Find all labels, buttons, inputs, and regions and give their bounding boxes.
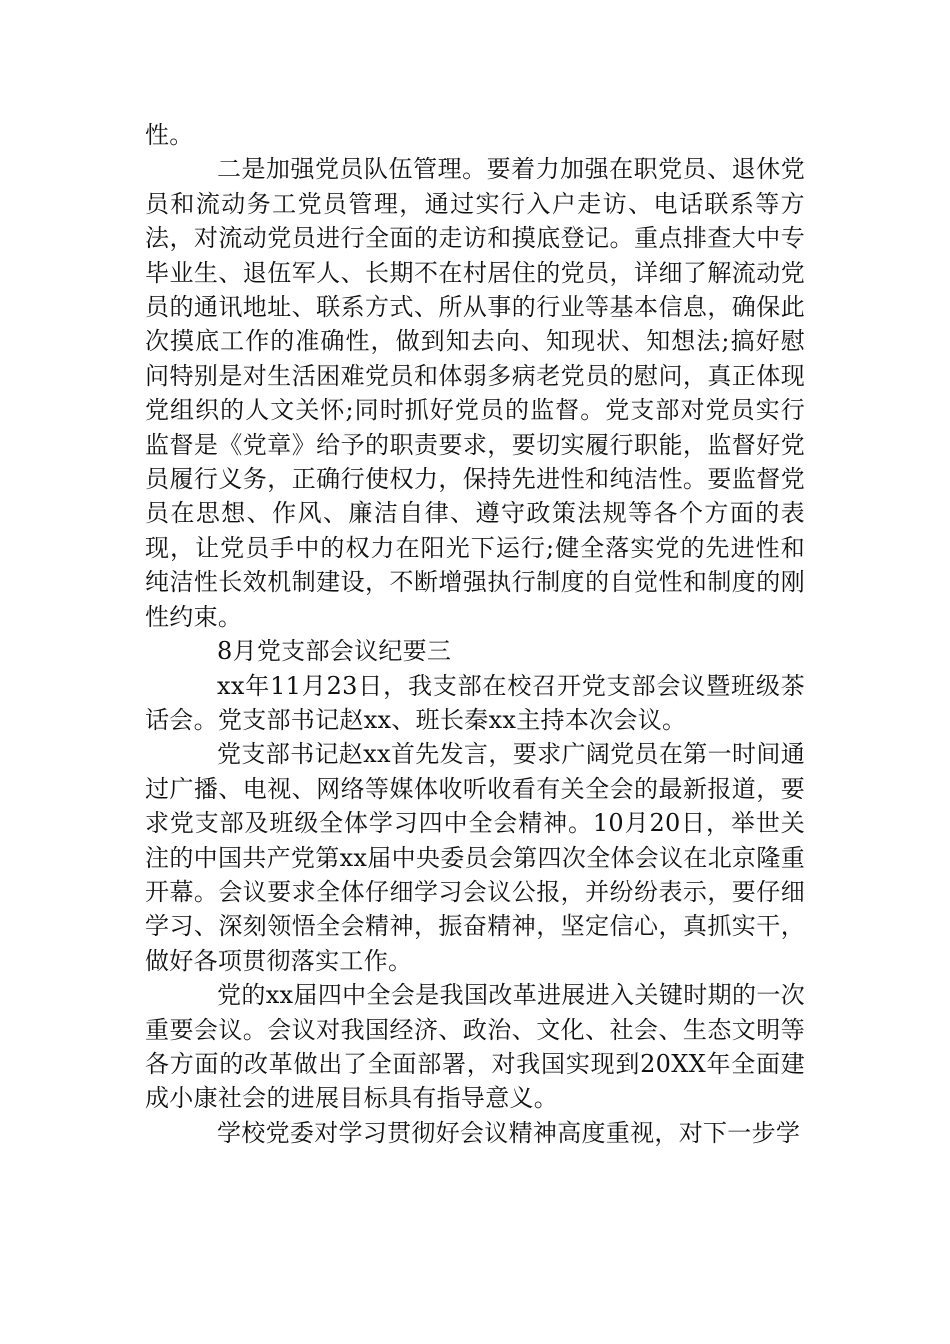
section-heading: 8月党支部会议纪要三 [217,637,452,666]
paragraph-meeting-intro: xx年11月23日，我支部在校召开党支部会议暨班级茶话会。党支部书记赵xx、班长秦xx主持本次会议。 [145,671,805,734]
paragraph-plenary-significance: 党的xx届四中全会是我国改革进展进入关键时期的一次重要会议。会议对我国经济、政治、文化、社会、生态文明等各方面的改革做出了全面部署，对我国实现到20XX年全面建成小康社会的进展目标具有指导意义。 [145,981,805,1113]
document-body [145,118,805,1150]
paragraph-member-management: 二是加强党员队伍管理。要着力加强在职党员、退休党员和流动务工党员管理，通过实行入户走访、电话联系等方法，对流动党员进行全面的走访和摸底登记。重点排查大中专毕业生、退伍军人、长期不在村居住的党员，详细了解流动党员的通讯地址、联系方式、所从事的行业等基本信息，确保此次摸底工作的准确性，做到知去向、知现状、知想法;搞好慰问特别是对生活困难党员和体弱多病老党员的慰问，真正体现党组织的人文关怀;同时抓好党员的监督。党支部对党员实行监督是《党章》给予的职责要求，要切实履行职能，监督好党员履行义务，正确行使权力，保持先进性和纯洁性。要监督党员在思想、作风、廉洁自律、遵守政策法规等各个方面的表现，让党员手中的权力在阳光下运行;健全落实党的先进性和纯洁性长效机制建设，不断增强执行制度的自觉性和制度的刚性约束。 [145,155,805,631]
paragraph-school-committee: 学校党委对学习贯彻好会议精神高度重视，对下一步学 [217,1118,801,1147]
paragraph-continuation: 性。 [145,121,194,149]
paragraph-secretary-speech: 党支部书记赵xx首先发言，要求广阔党员在第一时间通过广播、电视、网络等媒体收听收看有关全会的最新报道，要求党支部及班级全体学习四中全会精神。10月20日，举世关注的中国共产党第xx届中央委员会第四次全体会议在北京隆重开幕。会议要求全体仔细学习会议公报，并纷纷表示，要仔细学习、深刻领悟全会精神，振奋精神，坚定信心，真抓实干，做好各项贯彻落实工作。 [145,740,805,975]
